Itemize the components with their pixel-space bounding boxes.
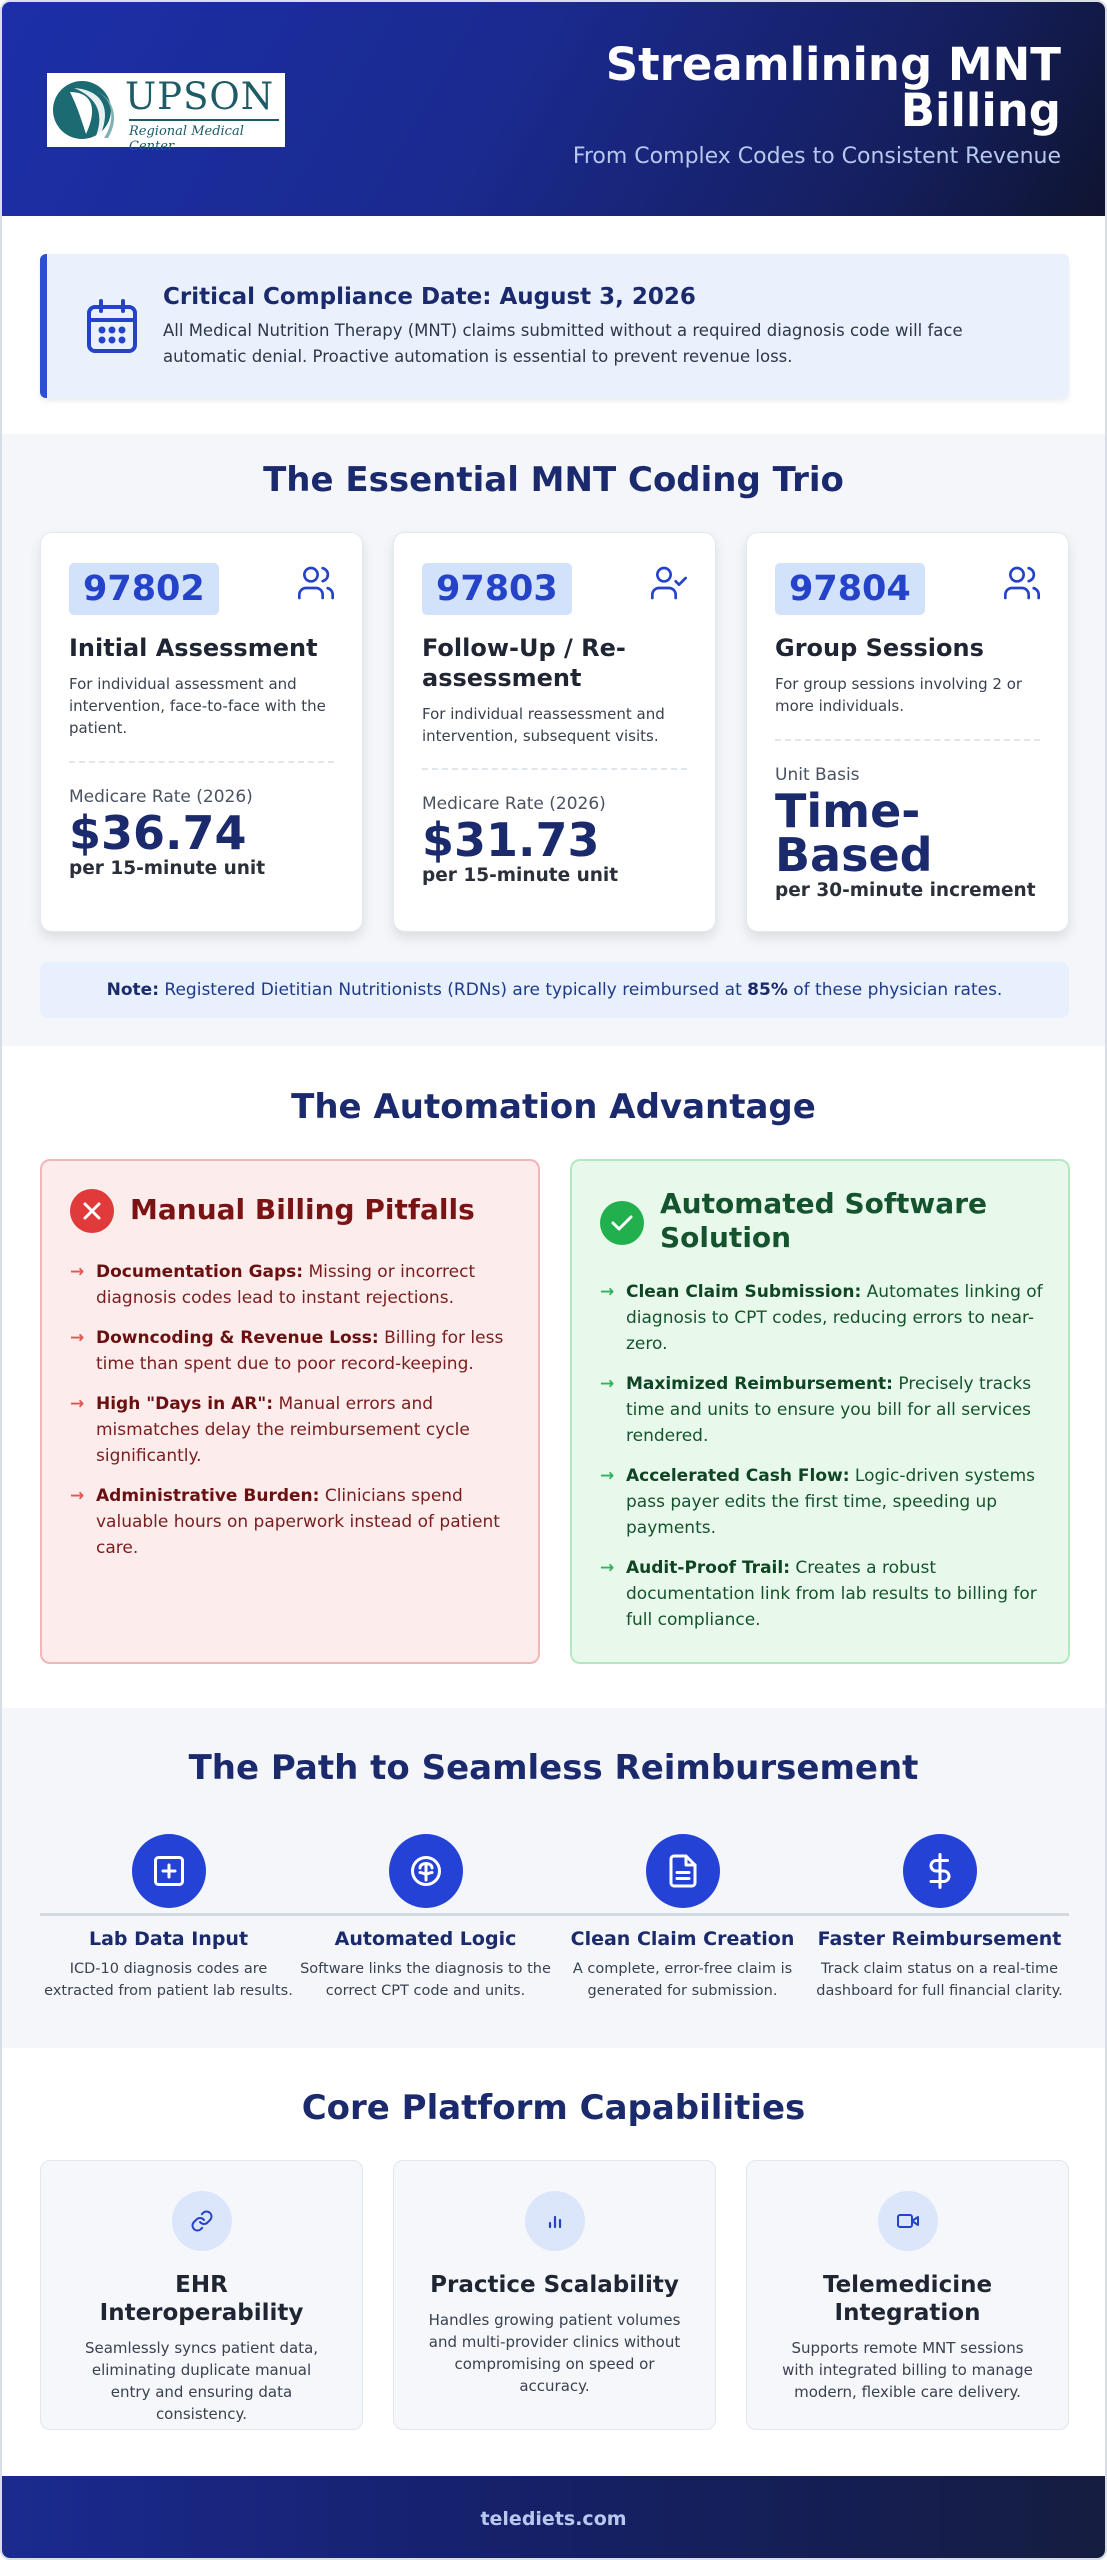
step-description: Software links the diagnosis to the correct CPT code and units. bbox=[300, 1961, 551, 1999]
upson-logo-mark-icon bbox=[52, 78, 116, 142]
capability-scalability bbox=[393, 2160, 716, 2430]
code-card-97803 bbox=[393, 532, 716, 932]
logo-name: UPSON bbox=[125, 75, 275, 118]
list-item: → Audit-Proof Trail: Creates a robust documentation link from lab results to billing for full compliance. bbox=[600, 1558, 1037, 1630]
compliance-alert bbox=[40, 254, 1069, 398]
rate-unit: per 15-minute unit bbox=[69, 858, 266, 879]
users-icon bbox=[1002, 563, 1042, 603]
plus-square-icon bbox=[132, 1834, 206, 1908]
capability-telemedicine bbox=[746, 2160, 1069, 2430]
dollar-icon bbox=[903, 1834, 977, 1908]
card-divider bbox=[775, 739, 1040, 741]
bar-chart-icon bbox=[525, 2191, 585, 2251]
rate-label: Medicare Rate (2026) bbox=[69, 787, 253, 807]
x-circle-icon bbox=[70, 1189, 114, 1233]
page-subtitle: From Complex Codes to Consistent Revenue bbox=[572, 144, 1061, 169]
list-item: → Clean Claim Submission: Automates linking of diagnosis to CPT codes, reducing errors to near-zero. bbox=[600, 1282, 1043, 1354]
reimbursement-note bbox=[40, 962, 1069, 1018]
card-title: Group Sessions bbox=[775, 634, 984, 662]
code-badge: 97802 bbox=[69, 563, 219, 615]
path-step-lab-data bbox=[40, 1834, 297, 2002]
code-card-97804 bbox=[746, 532, 1069, 932]
card-description: For individual reassessment and intervention, subsequent visits. bbox=[422, 705, 665, 745]
path-step-faster-reimbursement bbox=[811, 1834, 1068, 2002]
step-description: A complete, error-free claim is generated for submission. bbox=[572, 1961, 793, 1999]
user-check-icon bbox=[649, 563, 689, 603]
step-title: Lab Data Input bbox=[88, 1928, 249, 1950]
list-item: → High "Days in AR": Manual errors and mismatches delay the reimbursement cycle significantly. bbox=[70, 1394, 470, 1466]
path-step-automated-logic bbox=[297, 1834, 554, 2002]
brain-icon bbox=[389, 1834, 463, 1908]
list-item: → Maximized Reimbursement: Precisely tracks time and units to ensure you bill for all services rendered. bbox=[600, 1374, 1032, 1446]
rate-unit: per 15-minute unit bbox=[422, 865, 619, 886]
manual-heading: Manual Billing Pitfalls bbox=[130, 1193, 475, 1226]
automated-benefits-list bbox=[600, 1279, 1050, 1647]
capability-description: Handles growing patient volumes and multi-provider clinics without compromising on speed or accuracy. bbox=[428, 2311, 681, 2395]
manual-pitfalls-panel bbox=[40, 1159, 540, 1664]
note-text-after: of these physician rates. bbox=[793, 980, 1003, 1000]
manual-pitfalls-list bbox=[70, 1259, 520, 1575]
automated-heading: Automated Software Solution bbox=[660, 1187, 987, 1254]
link-icon bbox=[172, 2191, 232, 2251]
rate-value: $31.73 bbox=[422, 813, 600, 867]
card-title: Follow-Up / Re-assessment bbox=[422, 634, 626, 692]
users-icon bbox=[296, 563, 336, 603]
list-item: → Documentation Gaps: Missing or incorrect diagnosis codes lead to instant rejections. bbox=[70, 1262, 476, 1308]
path-title: The Path to Seamless Reimbursement bbox=[188, 1748, 919, 1788]
logo-divider bbox=[129, 119, 279, 121]
video-icon bbox=[878, 2191, 938, 2251]
check-circle-icon bbox=[600, 1201, 644, 1245]
page-title: Streamlining MNT Billing bbox=[605, 38, 1061, 137]
code-badge: 97804 bbox=[775, 563, 925, 615]
logo-subtitle: Regional Medical Center bbox=[129, 124, 244, 154]
card-description: For individual assessment and intervention, face-to-face with the patient. bbox=[69, 675, 326, 737]
card-description: For group sessions involving 2 or more individuals. bbox=[775, 675, 1023, 715]
capability-title: Telemedicine Integration bbox=[822, 2272, 993, 2326]
compliance-text: All Medical Nutrition Therapy (MNT) claims submitted without a required diagnosis code will face automatic denial. Proactive automation is essential to prevent revenue loss. bbox=[163, 321, 963, 366]
card-title: Initial Assessment bbox=[69, 634, 318, 662]
header-banner bbox=[2, 2, 1105, 216]
upson-logo bbox=[47, 73, 285, 154]
capability-description: Supports remote MNT sessions with integrated billing to manage modern, flexible care delivery. bbox=[782, 2339, 1033, 2401]
code-card-97802 bbox=[40, 532, 363, 932]
step-description: ICD-10 diagnosis codes are extracted from patient lab results. bbox=[44, 1961, 293, 1999]
step-title: Faster Reimbursement bbox=[817, 1928, 1062, 1950]
coding-trio-title: The Essential MNT Coding Trio bbox=[263, 460, 844, 500]
document-icon bbox=[646, 1834, 720, 1908]
compliance-title: Critical Compliance Date: August 3, 2026 bbox=[163, 284, 696, 310]
note-label: Note: bbox=[106, 980, 160, 1000]
list-item: → Downcoding & Revenue Loss: Billing for less time than spent due to poor record-keeping. bbox=[70, 1328, 504, 1374]
footer bbox=[2, 2476, 1105, 2560]
note-percent: 85% bbox=[747, 980, 788, 1000]
step-description: Track claim status on a real-time dashboard for full financial clarity. bbox=[816, 1961, 1063, 1999]
note-text-before: Registered Dietitian Nutritionists (RDNs) are typically reimbursed at bbox=[164, 980, 742, 1000]
path-step-clean-claim bbox=[554, 1834, 811, 2002]
list-item: → Administrative Burden: Clinicians spend valuable hours on paperwork instead of patient care. bbox=[70, 1486, 500, 1558]
code-badge: 97803 bbox=[422, 563, 572, 615]
step-title: Clean Claim Creation bbox=[570, 1928, 795, 1950]
rate-value: Time-Based bbox=[775, 784, 933, 882]
calendar-icon bbox=[85, 298, 139, 354]
list-item: → Accelerated Cash Flow: Logic-driven systems pass payer edits the first time, speeding up payments. bbox=[600, 1466, 1036, 1538]
card-divider bbox=[69, 761, 334, 763]
step-title: Automated Logic bbox=[334, 1928, 517, 1950]
rate-unit: per 30-minute increment bbox=[775, 880, 1036, 901]
capability-title: EHR Interoperability bbox=[99, 2272, 304, 2326]
rate-label: Unit Basis bbox=[775, 765, 860, 785]
footer-link[interactable]: telediets.com bbox=[480, 2508, 627, 2530]
advantage-title: The Automation Advantage bbox=[291, 1087, 816, 1127]
rate-value: $36.74 bbox=[69, 806, 247, 860]
capability-title: Practice Scalability bbox=[430, 2272, 679, 2298]
rate-label: Medicare Rate (2026) bbox=[422, 794, 606, 814]
capabilities-title: Core Platform Capabilities bbox=[301, 2088, 806, 2128]
capability-description: Seamlessly syncs patient data, eliminating duplicate manual entry and ensuring data consistency. bbox=[84, 2339, 319, 2423]
automated-solution-panel bbox=[570, 1159, 1070, 1664]
capability-ehr bbox=[40, 2160, 363, 2430]
card-divider bbox=[422, 768, 687, 770]
